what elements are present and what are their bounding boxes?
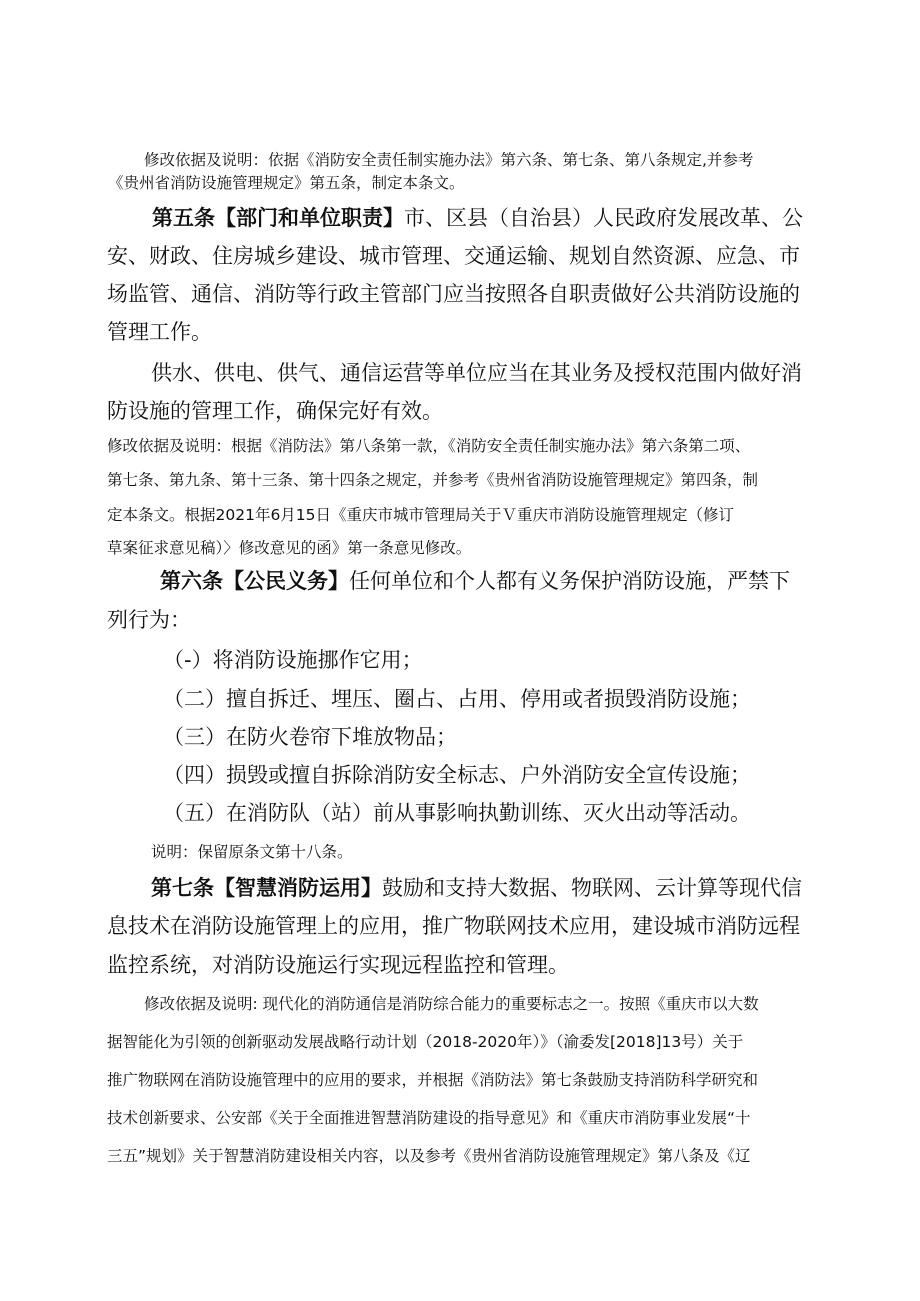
article-5-line-4: 管理工作。 bbox=[107, 320, 212, 344]
article-6-item-5: （五）在消防队（站）前从事影响执勤训练、灭火出动等活动。 bbox=[163, 801, 751, 825]
note-4-line-3: 推广物联网在消防设施管理中的应用的要求，并根据《消防法》第七条鼓励支持消防科学研究和 bbox=[107, 1071, 759, 1089]
article-5-line-1 bbox=[152, 203, 803, 233]
note-1-line-1: 修改依据及说明：依据《消防安全责任制实施办法》第六条、第七条、第八条规定,并参考 bbox=[144, 151, 754, 169]
article-7-line-3: 监控系统，对消防设施运行实现远程监控和管理。 bbox=[107, 953, 569, 977]
article-5-para-2-line-2: 防设施的管理工作，确保完好有效。 bbox=[107, 399, 443, 423]
note-2-line-4: 草案征求意见稿）〉修改意见的函》第一条意见修改。 bbox=[107, 539, 472, 557]
article-7-text: 鼓励和支持大数据、物联网、云计算等现代信 bbox=[382, 876, 802, 900]
article-6-line-1 bbox=[160, 566, 790, 596]
note-2-line-2: 第七条、第九条、第十三条、第十四条之规定，并参考《贵州省消防设施管理规定》第四条，制 bbox=[107, 471, 759, 489]
article-6-item-4: （四）损毁或擅自拆除消防安全标志、户外消防安全宣传设施； bbox=[163, 763, 751, 787]
article-6-line-2: 列行为： bbox=[107, 608, 191, 632]
note-2-line-1: 修改依据及说明：根据《消防法》第八条第一款，《消防安全责任制实施办法》第六条第二项、 bbox=[107, 437, 751, 455]
article-6-heading: 第六条【公民义务】 bbox=[160, 569, 349, 593]
note-4-line-4: 技术创新要求、公安部《关于全面推进智慧消防建设的指导意见》和《重庆市消防事业发展“十 bbox=[107, 1109, 751, 1127]
article-7-heading: 第七条【智慧消防运用】 bbox=[151, 876, 382, 900]
article-5-para-2-line-1: 供水、供电、供气、通信运营等单位应当在其业务及授权范围内做好消 bbox=[151, 361, 802, 385]
article-5-line-2: 安、财政、住房城乡建设、城市管理、交通运输、规划自然资源、应急、市 bbox=[107, 244, 800, 268]
article-5-line-3: 场监管、通信、消防等行政主管部门应当按照各自职责做好公共消防设施的 bbox=[107, 282, 800, 306]
article-7-line-1 bbox=[151, 873, 802, 903]
article-6-item-2: （二）擅自拆迁、埋压、圈占、占用、停用或者损毁消防设施； bbox=[163, 687, 751, 711]
article-6-item-1: （-）将消防设施挪作它用； bbox=[163, 648, 423, 672]
article-5-heading: 第五条【部门和单位职责】 bbox=[152, 206, 404, 230]
note-4-line-2: 据智能化为引领的创新驱动发展战略行动计划（2018-2020年）》（渝委发[2018]13号）关于 bbox=[107, 1033, 744, 1051]
article-6-text: 任何单位和个人都有义务保护消防设施，严禁下 bbox=[349, 569, 790, 593]
article-6-item-3: （三）在防火卷帘下堆放物品； bbox=[163, 725, 457, 749]
article-5-text: 市、区县（自治县）人民政府发展改革、公 bbox=[404, 206, 803, 230]
note-1-line-2: 《贵州省消防设施管理规定》第五条，制定本条文。 bbox=[108, 174, 465, 192]
note-4-line-5: 三五”规划》关于智慧消防建设相关内容，以及参考《贵州省消防设施管理规定》第八条及《辽 bbox=[107, 1147, 751, 1165]
note-4-line-1: 修改依据及说明: 现代化的消防通信是消防综合能力的重要标志之一。按照《重庆市以大数 bbox=[144, 995, 759, 1013]
note-3: 说明：保留原条文第十八条。 bbox=[151, 843, 353, 861]
article-7-line-2: 息技术在消防设施管理上的应用，推广物联网技术应用，建设城市消防远程 bbox=[107, 914, 800, 938]
note-2-line-3: 定本条文。根据2021年6月15日《重庆市城市管理局关于Ｖ重庆市消防设施管理规定（修订 bbox=[107, 506, 735, 524]
